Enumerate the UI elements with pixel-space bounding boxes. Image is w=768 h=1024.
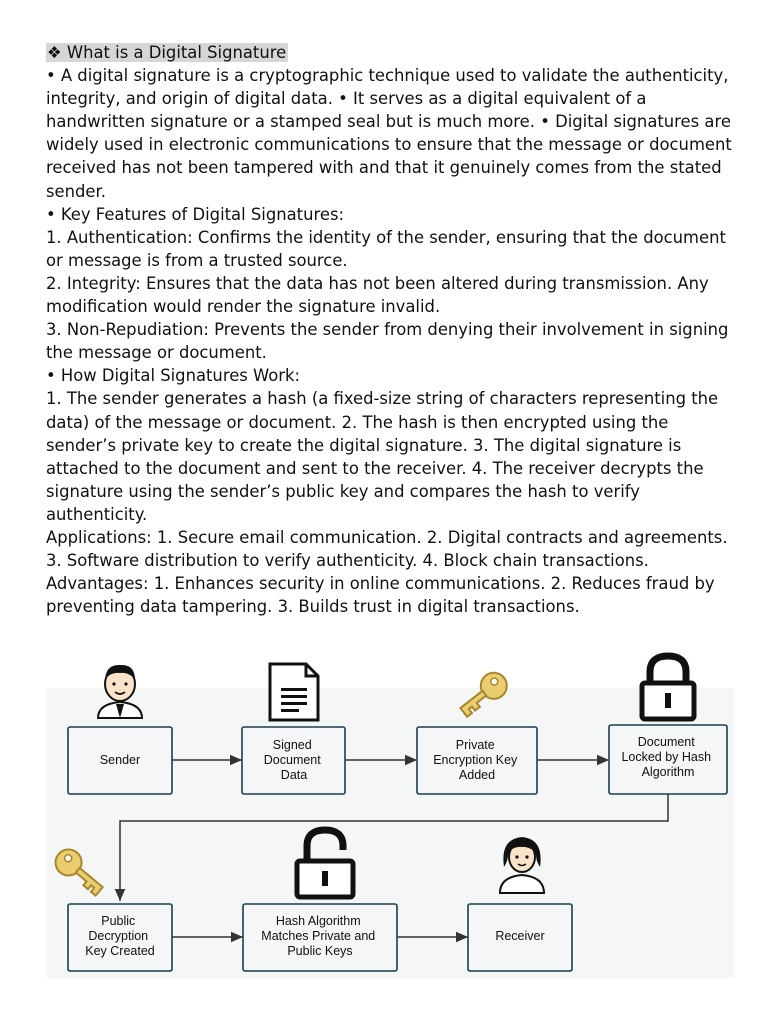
feature-text: Confirms the identity of the sender, ensuring that the document or message is from a trusted source. xyxy=(46,227,726,270)
heading-highlight xyxy=(46,43,288,62)
svg-text:Document Locked by Has: Document Locked by Hash Algorithm xyxy=(621,735,712,779)
intro-paragraph: • A digital signature is a cryptographic technique used to validate the authenticity, integrity, and origin of digital data. • It serves as a digital equivalent of a handwritten signature or a stamped seal but is much more. • Digital signatures are widely used in electronic communications to ensure that the message or document received has not been tampered with and that it genuinely comes from the stated sender. xyxy=(46,66,732,201)
features-heading: • Key Features of Digital Signatures: xyxy=(46,204,344,224)
feature-item xyxy=(46,272,736,318)
document-icon xyxy=(270,664,318,720)
box-hash-match xyxy=(243,904,397,971)
svg-text:Private Encryption Key: Private Encryption Key Added xyxy=(433,738,518,782)
feature-term: 2. Integrity: xyxy=(46,273,141,293)
document-body xyxy=(46,41,736,618)
feature-text: Ensures that the data has not been altered during transmission. Any modification would render the signature invalid. xyxy=(46,273,709,317)
box-receiver xyxy=(468,904,572,971)
advantages-text: 1. Enhances security in online communications. 2. Reduces fraud by preventing data tampering. 3. Builds trust in digital transactions. xyxy=(46,574,715,617)
lock-closed-icon xyxy=(642,656,694,719)
svg-text:Signed Document: Signed Document Data xyxy=(263,738,321,782)
box-signed-document xyxy=(242,727,345,794)
applications-label: Applications: xyxy=(46,527,152,547)
box-sender xyxy=(68,727,172,794)
svg-text:Hash Algorithm Matches: Hash Algorithm Matches Private and Public Keys xyxy=(261,914,376,958)
box-public-key xyxy=(68,904,172,971)
signature-flow-diagram xyxy=(46,648,734,978)
feature-text: : Prevents the sender from denying their involvement in signing the message or document. xyxy=(46,320,729,363)
applications-paragraph xyxy=(46,526,736,618)
box-locked-document xyxy=(609,725,727,794)
svg-text:Public Decryption: Public Decryption Key Created xyxy=(85,914,155,958)
svg-text:Receiver: Receiver xyxy=(495,929,545,943)
how-heading: • How Digital Signatures Work: xyxy=(46,366,301,386)
feature-term: 3. Non-Repudiation xyxy=(46,320,204,340)
feature-item xyxy=(46,226,736,272)
section-heading xyxy=(46,41,736,64)
feature-term: 1. Authentication: xyxy=(46,227,193,247)
advantages-label: Advantages: xyxy=(46,574,149,594)
box-private-key xyxy=(417,727,537,794)
how-paragraph: 1. The sender generates a hash (a fixed-size string of characters representing the data) of the message or document. 2. The hash is then encrypted using the sender’s private key to create the digital signature. 3. The digital signature is attached to the document and sent to the receiver. 4. The receiver decrypts the signature using the sender’s public key and compares the hash to verify authenticity. xyxy=(46,389,719,524)
flow-svg xyxy=(46,648,734,978)
heading-text: ❖ What is a Digital Signature xyxy=(47,43,287,62)
applications-text: 1. Secure email communication. 2. Digital contracts and agreements. 3. Software distribution to verify authenticity. 4. Block chain transactions. xyxy=(46,527,728,571)
svg-text:Sender: Sender xyxy=(99,753,141,767)
feature-item xyxy=(46,318,736,364)
